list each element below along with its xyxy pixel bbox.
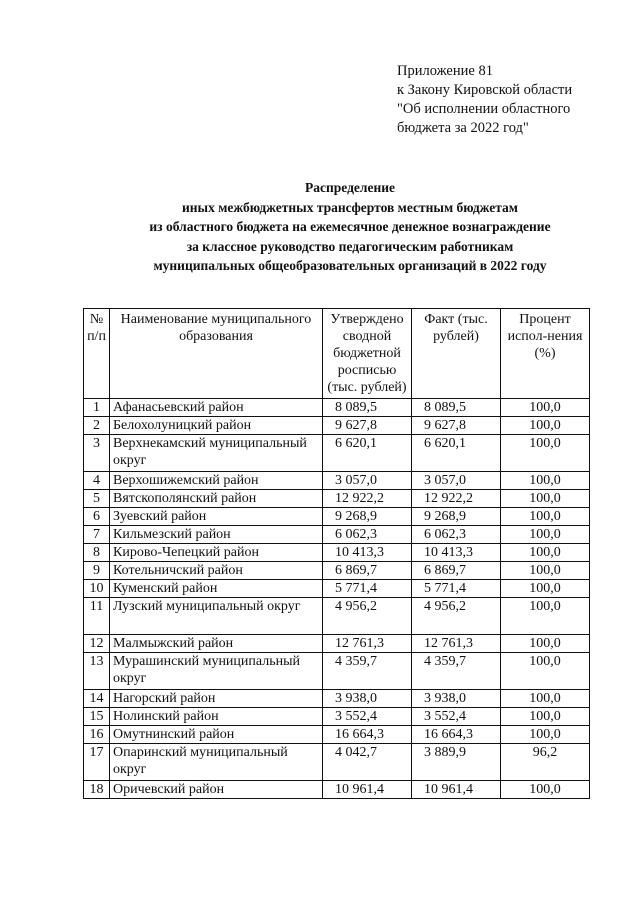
table-row	[84, 580, 590, 598]
appendix-line: Приложение 81	[397, 63, 493, 79]
header-percent: Процент испол-нения (%)	[501, 309, 590, 399]
table-row	[84, 399, 590, 417]
row-approved: 10 413,3	[323, 544, 412, 562]
row-percent: 96,2	[501, 744, 590, 781]
table-row	[84, 726, 590, 744]
row-number: 13	[84, 653, 110, 690]
row-approved: 10 961,4	[323, 781, 412, 799]
row-number: 9	[84, 562, 110, 580]
row-percent: 100,0	[501, 435, 590, 472]
row-fact: 3 552,4	[412, 708, 501, 726]
row-name: Кирово-Чепецкий район	[110, 544, 323, 562]
row-fact: 10 961,4	[412, 781, 501, 799]
row-fact: 6 062,3	[412, 526, 501, 544]
row-approved: 3 057,0	[323, 472, 412, 490]
transfers-table	[83, 308, 590, 799]
row-percent: 100,0	[501, 653, 590, 690]
row-approved: 9 627,8	[323, 417, 412, 435]
row-approved: 5 771,4	[323, 580, 412, 598]
row-fact: 10 413,3	[412, 544, 501, 562]
row-number: 1	[84, 399, 110, 417]
row-approved: 9 268,9	[323, 508, 412, 526]
row-fact: 6 869,7	[412, 562, 501, 580]
row-number: 8	[84, 544, 110, 562]
row-number: 4	[84, 472, 110, 490]
table-row	[84, 744, 590, 781]
row-name: Вятскополянский район	[110, 490, 323, 508]
row-number: 16	[84, 726, 110, 744]
table-row	[84, 544, 590, 562]
row-number: 18	[84, 781, 110, 799]
row-name: Опаринский муниципальный округ	[110, 744, 323, 781]
row-percent: 100,0	[501, 781, 590, 799]
row-name: Зуевский район	[110, 508, 323, 526]
row-number: 14	[84, 690, 110, 708]
row-approved: 6 620,1	[323, 435, 412, 472]
row-approved: 12 922,2	[323, 490, 412, 508]
row-percent: 100,0	[501, 708, 590, 726]
row-name: Кильмезский район	[110, 526, 323, 544]
row-name: Нолинский район	[110, 708, 323, 726]
table-row	[84, 562, 590, 580]
row-number: 11	[84, 598, 110, 635]
row-fact: 12 761,3	[412, 635, 501, 653]
row-fact: 6 620,1	[412, 435, 501, 472]
row-percent: 100,0	[501, 508, 590, 526]
table-row	[84, 781, 590, 799]
row-number: 15	[84, 708, 110, 726]
row-name: Нагорский район	[110, 690, 323, 708]
table-body	[84, 399, 590, 799]
row-fact: 8 089,5	[412, 399, 501, 417]
row-approved: 6 869,7	[323, 562, 412, 580]
row-number: 5	[84, 490, 110, 508]
title-line: иных межбюджетных трансфертов местным бюджетам	[182, 199, 518, 215]
title-line: Распределение	[304, 180, 396, 195]
row-fact: 4 956,2	[412, 598, 501, 635]
row-percent: 100,0	[501, 417, 590, 435]
row-approved: 12 761,3	[323, 635, 412, 653]
row-approved: 4 042,7	[323, 744, 412, 781]
document-title	[100, 178, 600, 276]
row-number: 17	[84, 744, 110, 781]
row-percent: 100,0	[501, 399, 590, 417]
row-name: Омутнинский район	[110, 726, 323, 744]
row-fact: 3 938,0	[412, 690, 501, 708]
row-percent: 100,0	[501, 598, 590, 635]
row-approved: 4 359,7	[323, 653, 412, 690]
row-percent: 100,0	[501, 490, 590, 508]
header-num: № п/п	[84, 309, 110, 399]
row-percent: 100,0	[501, 562, 590, 580]
title-line: муниципальных общеобразовательных организаций в 2022 году	[153, 258, 547, 273]
row-fact: 5 771,4	[412, 580, 501, 598]
row-fact: 3 889,9	[412, 744, 501, 781]
row-percent: 100,0	[501, 690, 590, 708]
header-fact: Факт (тыс. рублей)	[412, 309, 501, 399]
row-fact: 12 922,2	[412, 490, 501, 508]
row-number: 12	[84, 635, 110, 653]
row-fact: 9 627,8	[412, 417, 501, 435]
row-name: Малмыжский район	[110, 635, 323, 653]
row-number: 7	[84, 526, 110, 544]
table-row	[84, 472, 590, 490]
table-row	[84, 490, 590, 508]
row-name: Куменский район	[110, 580, 323, 598]
table-row	[84, 708, 590, 726]
title-line: за классное руководство педагогическим работникам	[186, 238, 514, 254]
row-name: Верхнекамский муниципальный округ	[110, 435, 323, 472]
row-percent: 100,0	[501, 726, 590, 744]
row-number: 6	[84, 508, 110, 526]
row-number: 10	[84, 580, 110, 598]
row-approved: 8 089,5	[323, 399, 412, 417]
row-percent: 100,0	[501, 472, 590, 490]
table-row	[84, 690, 590, 708]
row-percent: 100,0	[501, 580, 590, 598]
table-row	[84, 598, 590, 635]
row-approved: 4 956,2	[323, 598, 412, 635]
title-line: из областного бюджета на ежемесячное денежное вознаграждение	[149, 219, 551, 234]
row-name: Котельничский район	[110, 562, 323, 580]
appendix-header	[397, 62, 572, 138]
row-approved: 3 552,4	[323, 708, 412, 726]
row-number: 3	[84, 435, 110, 472]
row-name: Мурашинский муниципальный округ	[110, 653, 323, 690]
row-name: Белохолуницкий район	[110, 417, 323, 435]
table-row	[84, 635, 590, 653]
header-name: Наименование муниципального образования	[110, 309, 323, 399]
row-name: Оричевский район	[110, 781, 323, 799]
row-fact: 16 664,3	[412, 726, 501, 744]
row-approved: 3 938,0	[323, 690, 412, 708]
appendix-line: к Закону Кировской области	[397, 82, 573, 98]
row-percent: 100,0	[501, 526, 590, 544]
row-fact: 9 268,9	[412, 508, 501, 526]
header-approved: Утверждено сводной бюджетной росписью (тыс. рублей)	[323, 309, 412, 399]
row-percent: 100,0	[501, 544, 590, 562]
row-name: Афанасьевский район	[110, 399, 323, 417]
row-approved: 16 664,3	[323, 726, 412, 744]
appendix-line: бюджета за 2022 год"	[397, 120, 529, 136]
row-number: 2	[84, 417, 110, 435]
row-fact: 3 057,0	[412, 472, 501, 490]
table-row	[84, 653, 590, 690]
row-approved: 6 062,3	[323, 526, 412, 544]
appendix-line: "Об исполнении областного	[397, 101, 571, 117]
row-percent: 100,0	[501, 635, 590, 653]
table-row	[84, 526, 590, 544]
row-name: Верхошижемский район	[110, 472, 323, 490]
row-fact: 4 359,7	[412, 653, 501, 690]
table-row	[84, 508, 590, 526]
table-row	[84, 417, 590, 435]
table-row	[84, 435, 590, 472]
row-name: Лузский муниципальный округ	[110, 598, 323, 635]
